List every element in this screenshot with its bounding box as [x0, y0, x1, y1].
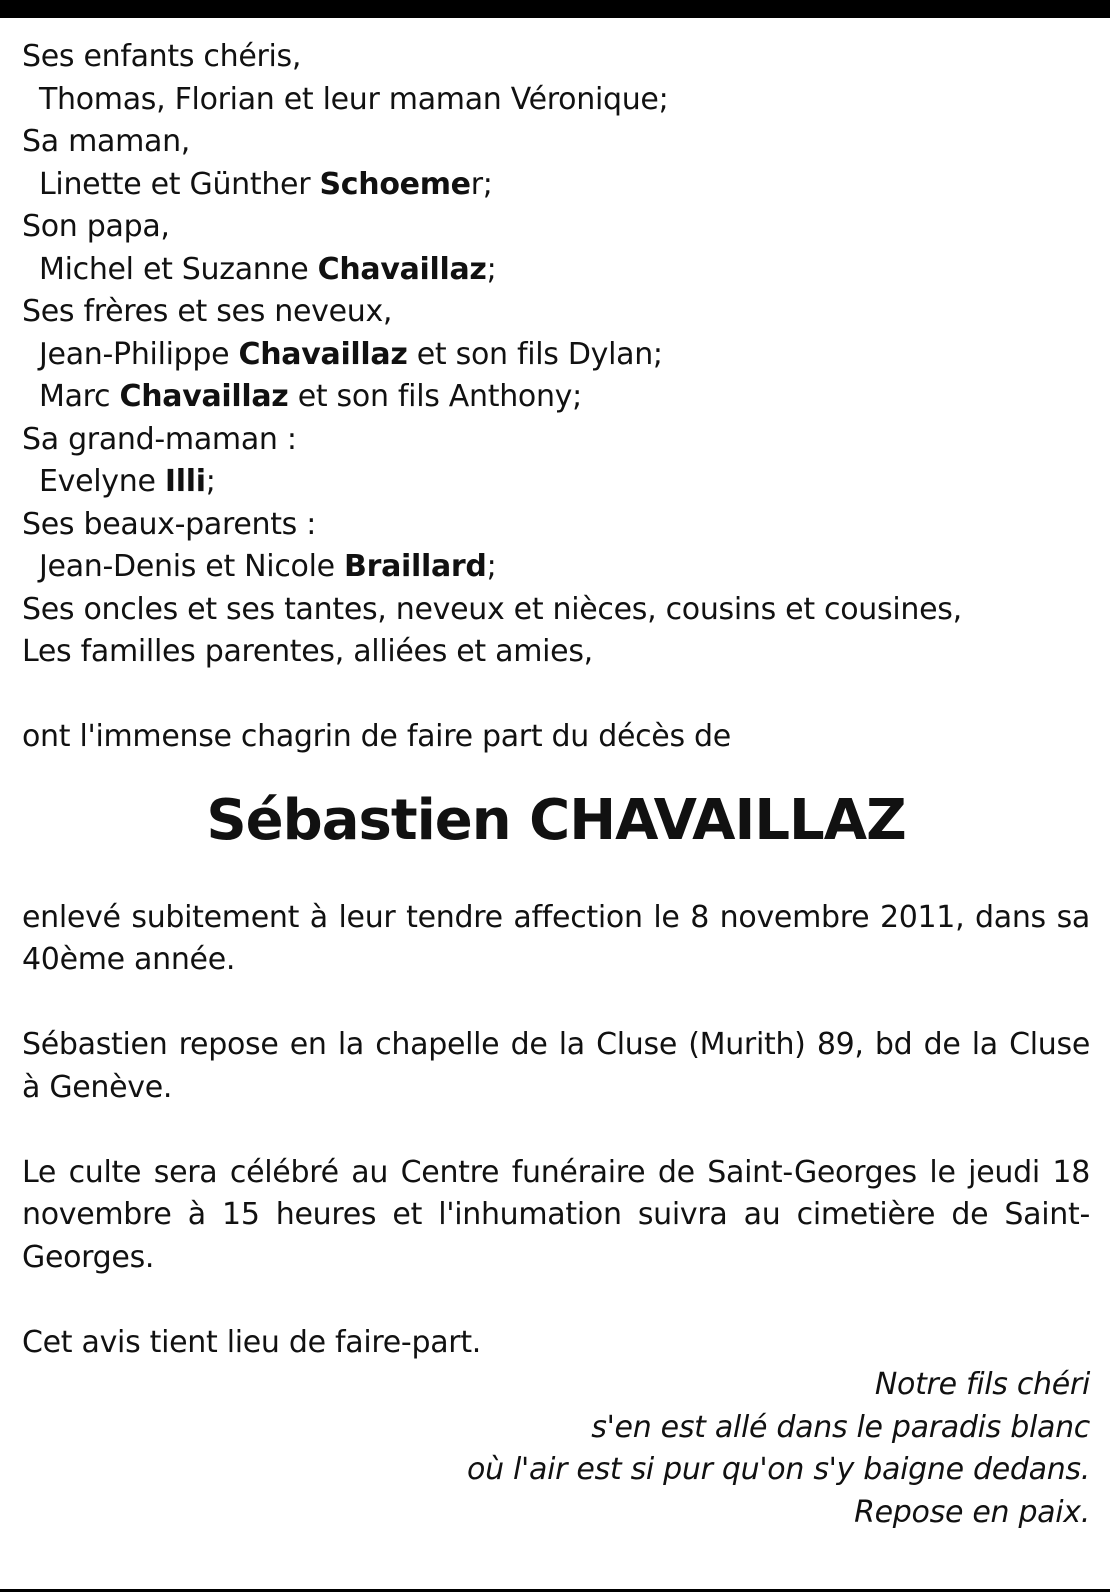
- bottom-rule: [0, 1589, 1110, 1592]
- poem-line: s'en est allé dans le paradis blanc: [591, 1409, 1090, 1445]
- family-line: [22, 334, 1090, 377]
- poem-line: où l'air est si pur qu'on s'y baigne dedans.: [467, 1452, 1090, 1487]
- family-name-prefix: Jean-Denis et Nicole: [39, 549, 345, 584]
- family-line: Thomas, Florian et leur maman Véronique;: [39, 81, 669, 117]
- death-details-paragraph: enlevé subitement à leur tendre affection le 8 novembre 2011, dans sa 40ème année.: [22, 899, 1090, 977]
- deceased-name: Sébastien CHAVAILLAZ: [206, 787, 906, 853]
- family-line: Sa maman,: [22, 124, 191, 159]
- family-surname: Illi: [164, 464, 206, 499]
- family-name-suffix: et son fils Dylan;: [407, 336, 663, 372]
- family-name-suffix: ;: [486, 251, 497, 287]
- poem-line: Repose en paix.: [854, 1494, 1090, 1530]
- family-name-prefix: Michel et Suzanne: [39, 251, 318, 287]
- memorial-poem: [22, 1364, 1090, 1534]
- family-line: [22, 249, 1090, 292]
- family-line: Son papa,: [22, 209, 170, 244]
- service-details-paragraph: Le culte sera célébré au Centre funéraire de Saint-Georges le jeudi 18 novembre à 15 heures et l'inhumation suivra au cimetière de Saint-Georges.: [22, 1154, 1090, 1275]
- family-line: Ses frères et ses neveux,: [22, 294, 393, 329]
- family-line: Les familles parentes, alliées et amies,: [22, 634, 593, 669]
- family-surname: Chavaillaz: [238, 336, 408, 372]
- top-rule: [0, 0, 1110, 18]
- family-line: Sa grand-maman :: [22, 421, 297, 457]
- family-name-suffix: r;: [470, 166, 493, 202]
- family-surname: Chavaillaz: [119, 379, 289, 414]
- notice-statement: Cet avis tient lieu de faire-part.: [22, 1324, 482, 1360]
- family-line: [22, 164, 1090, 207]
- family-line: Ses enfants chéris,: [22, 39, 302, 74]
- family-surname: Chavaillaz: [317, 251, 487, 287]
- family-line: [22, 376, 1090, 419]
- family-name-prefix: Marc: [39, 379, 120, 414]
- family-name-suffix: ;: [205, 464, 216, 499]
- poem-line: Notre fils chéri: [874, 1367, 1090, 1402]
- family-line: [22, 546, 1090, 589]
- rest-location-paragraph: Sébastien repose en la chapelle de la Cluse (Murith) 89, bd de la Cluse à Genève.: [22, 1027, 1090, 1105]
- obituary-notice: [22, 36, 1090, 1534]
- family-name-suffix: et son fils Anthony;: [288, 379, 582, 414]
- family-name-suffix: ;: [486, 549, 497, 584]
- family-line: [22, 461, 1090, 504]
- family-line: Ses beaux-parents :: [22, 506, 317, 542]
- announcement-text: ont l'immense chagrin de faire part du décès de: [22, 719, 731, 754]
- family-list: [22, 36, 1090, 674]
- family-surname: Schoeme: [319, 166, 471, 202]
- family-name-prefix: Jean-Philippe: [39, 336, 239, 372]
- family-name-prefix: Linette et Günther: [39, 166, 320, 202]
- family-surname: Braillard: [344, 549, 487, 584]
- family-name-prefix: Evelyne: [39, 464, 165, 499]
- family-line: Ses oncles et ses tantes, neveux et nièces, cousins et cousines,: [22, 591, 962, 627]
